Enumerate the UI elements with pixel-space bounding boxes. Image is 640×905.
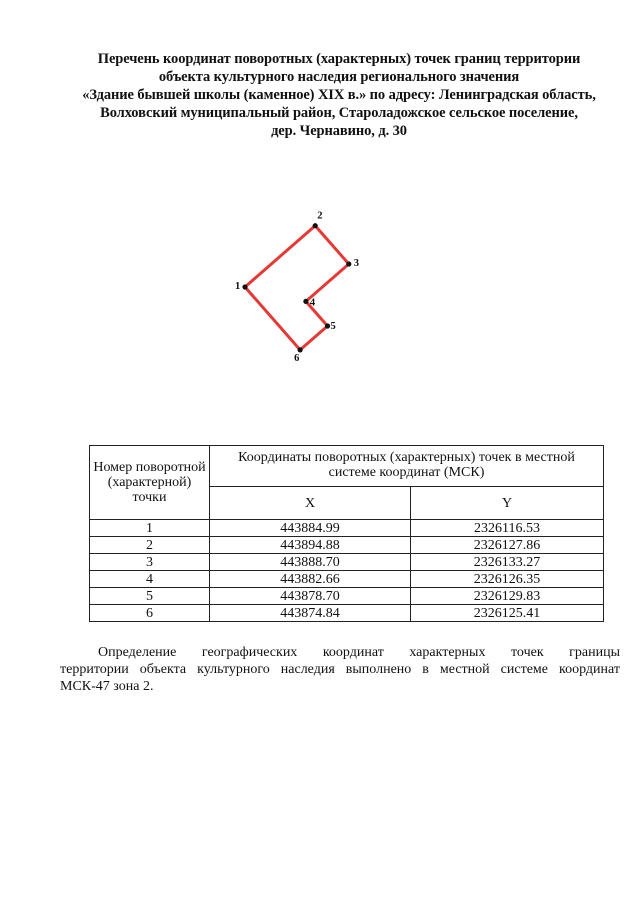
- boundary-point-marker: [298, 347, 303, 352]
- boundary-point-label: 3: [353, 258, 360, 269]
- title-line: «Здание бывшей школы (каменное) XIX в.» по адресу: Ленинградская область,: [82, 87, 596, 103]
- boundary-point-label: 2: [317, 210, 323, 222]
- table-row: [90, 571, 604, 588]
- boundary-point-marker: [303, 299, 308, 304]
- table-row: [90, 520, 604, 537]
- title-line: объекта культурного наследия регионального значения: [158, 69, 520, 85]
- title-line: Волховский муниципальный район, Староладожское сельское поселение,: [100, 105, 578, 121]
- boundary-point-marker: [313, 223, 318, 228]
- cell-y: 2326116.53: [411, 520, 604, 537]
- title-line: дер. Чернавино, д. 30: [271, 123, 407, 139]
- boundary-diagram: [0, 0, 640, 440]
- table-row: [90, 537, 604, 554]
- cell-x: 443894.88: [210, 537, 411, 554]
- header-y: Y: [411, 487, 604, 520]
- title-line: Перечень координат поворотных (характерных) точек границ территории: [97, 51, 581, 67]
- boundary-point-label: 1: [235, 281, 241, 292]
- coordinates-table: [89, 445, 604, 622]
- cell-point-number: 3: [90, 554, 210, 571]
- table-row: [90, 605, 604, 622]
- cell-y: 2326133.27: [411, 554, 604, 571]
- cell-point-number: 5: [90, 588, 210, 605]
- cell-x: 443884.99: [210, 520, 411, 537]
- header-point-number: Номер поворотной (характерной) точки: [90, 446, 210, 520]
- cell-point-number: 4: [90, 571, 210, 588]
- cell-y: 2326125.41: [411, 605, 604, 622]
- header-coordinates: Координаты поворотных (характерных) точек в местной системе координат (МСК): [210, 446, 604, 487]
- paragraph-line: МСК-47 зона 2.: [60, 679, 154, 694]
- header-x: X: [210, 487, 411, 520]
- table-row: [90, 588, 604, 605]
- method-paragraph: [60, 644, 620, 695]
- boundary-point-label: 6: [294, 352, 300, 364]
- cell-point-number: 1: [90, 520, 210, 537]
- boundary-point-marker: [325, 323, 330, 328]
- paragraph-line: Определение географических координат характерных точек границы: [98, 645, 620, 660]
- boundary-point-label: 4: [309, 297, 316, 309]
- cell-y: 2326129.83: [411, 588, 604, 605]
- cell-x: 443878.70: [210, 588, 411, 605]
- table-row: [90, 554, 604, 571]
- cell-y: 2326126.35: [411, 571, 604, 588]
- cell-point-number: 2: [90, 537, 210, 554]
- cell-x: 443882.66: [210, 571, 411, 588]
- boundary-point-marker: [346, 261, 351, 266]
- cell-x: 443874.84: [210, 605, 411, 622]
- cell-y: 2326127.86: [411, 537, 604, 554]
- cell-point-number: 6: [90, 605, 210, 622]
- boundary-point-label: 5: [330, 321, 336, 332]
- boundary-point-marker: [242, 284, 247, 289]
- paragraph-line: территории объекта культурного наследия выполнено в местной системе координат: [60, 662, 620, 677]
- cell-x: 443888.70: [210, 554, 411, 571]
